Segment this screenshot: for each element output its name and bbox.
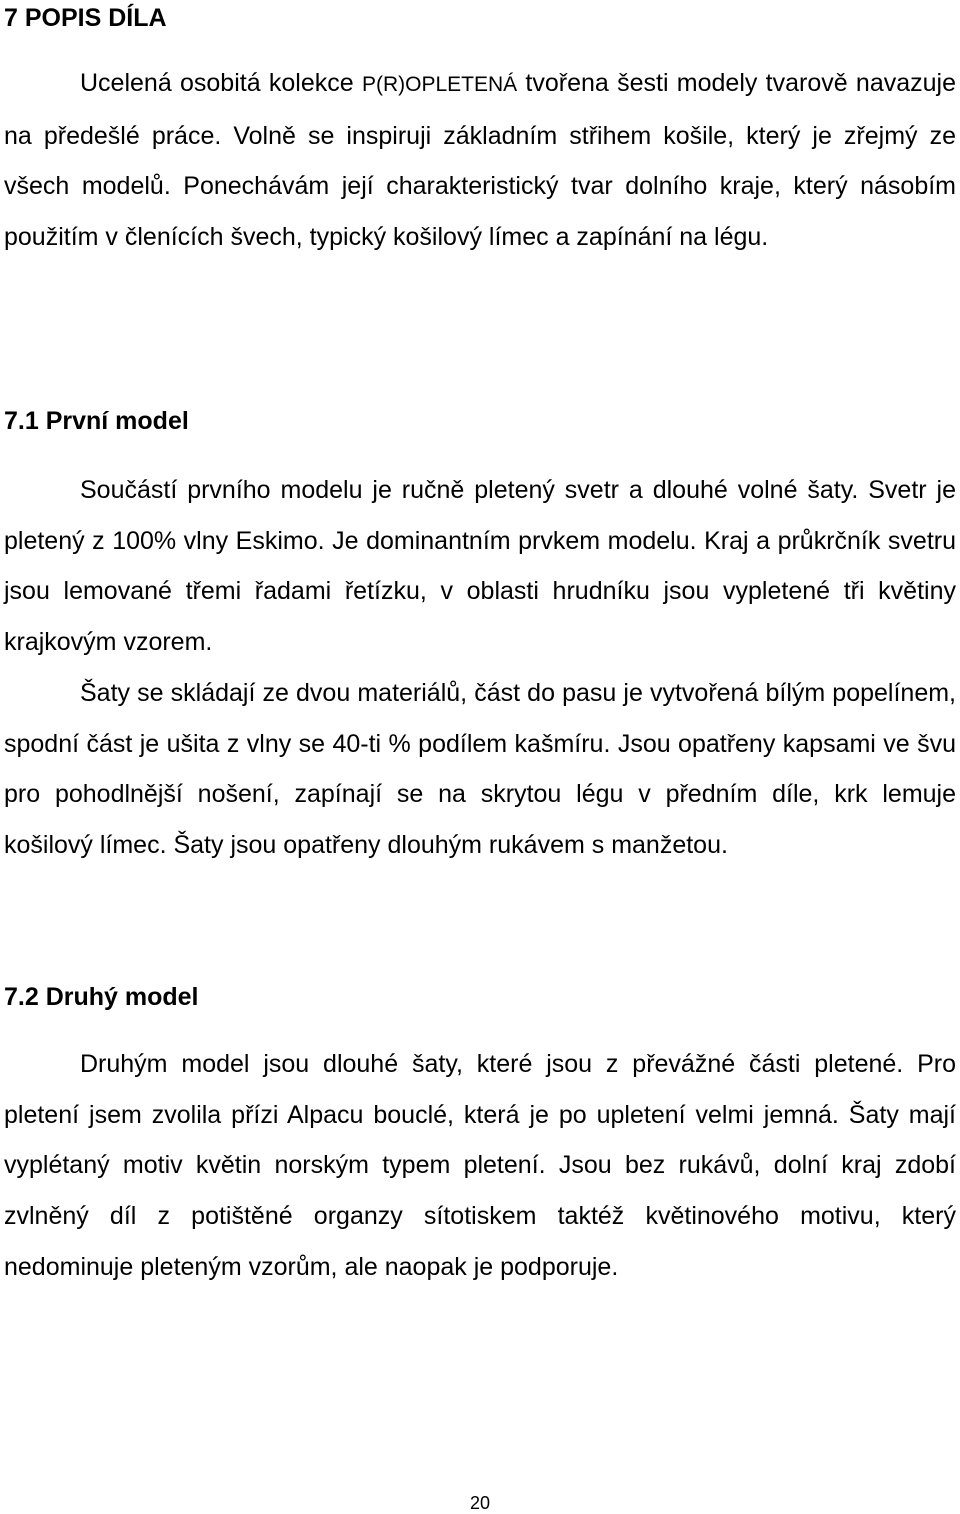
- collection-name: P(R)OPLETENÁ: [361, 73, 518, 96]
- subsection-heading-second-model: 7.2 Druhý model: [4, 983, 199, 1011]
- intro-paragraph: [4, 58, 956, 263]
- intro-text-rest: tvořena šesti modely tvarově navazuje na předešlé práce. Volně se inspiruji základním střihem košile, který je zřejmý ze všech modelů. Ponechávám její charakteristický tvar dolního kraje, který násobím použitím v členících švech, typický košilový límec a zapínání na légu.: [4, 69, 956, 252]
- first-model-paragraph-dress: Šaty se skládají ze dvou materiálů, část do pasu je vytvořená bílým popelínem, spodní část je ušita z vlny se 40-ti % podílem kašmíru. Jsou opatřeny kapsami ve švu pro pohodlnější nošení, zapínají se na skrytou légu v předním díle, krk lemuje košilový límec. Šaty jsou opatřeny dlouhým rukávem s manžetou.: [4, 679, 956, 860]
- section-heading: 7 POPIS DÍLA: [4, 4, 167, 32]
- second-model-paragraph: Druhým model jsou dlouhé šaty, které jsou z převážné části pletené. Pro pletení jsem zvolila přízi Alpacu bouclé, která je po upletení velmi jemná. Šaty mají vyplétaný motiv květin norským typem pletení. Jsou bez rukávů, dolní kraj zdobí zvlněný díl z potištěné organzy sítotiskem taktéž květinového motivu, který nedominuje pleteným vzorům, ale naopak je podporuje.: [4, 1050, 956, 1281]
- intro-text-start: Ucelená osobitá kolekce: [80, 69, 362, 97]
- page-number: 20: [469, 1493, 491, 1513]
- first-model-paragraph-sweater: Součástí prvního modelu je ručně pletený svetr a dlouhé volné šaty. Svetr je pletený z 100% vlny Eskimo. Je dominantním prvkem modelu. Kraj a průkrčník svetru jsou lemované třemi řadami řetízku, v oblasti hrudníku jsou vypletené tři květiny krajkovým vzorem.: [4, 476, 956, 657]
- subsection-heading-first-model: 7.1 První model: [4, 407, 189, 435]
